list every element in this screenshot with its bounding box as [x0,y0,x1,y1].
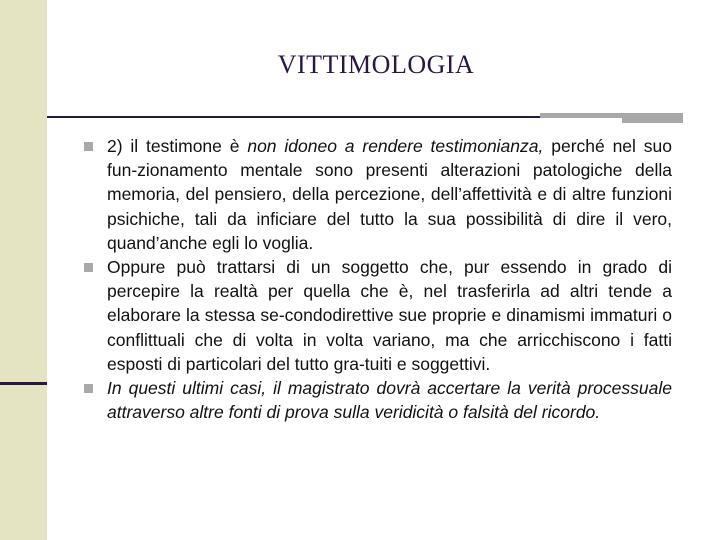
square-bullet-icon [84,384,93,393]
title-rule-accent-lower [622,118,683,123]
title-rule [47,116,622,118]
left-decorative-band [0,0,47,540]
bullet-item [82,255,672,376]
bullet-text: In questi ultimi casi, il magistrato dovrà accertare la verità processuale attraverso altre fonti di prova sulla veridicità o falsità del ricordo. [107,378,672,423]
bullet-item [82,376,672,424]
bullet-item [82,134,672,255]
bullet-text: 2) il testimone è non idoneo a rendere testimonianza, perché nel suo fun-zionamento mentale sono presenti alterazioni patologiche della memoria, del pensiero, della percezione, dell’affettività e di altre funzioni psichiche, tali da inficiare del tutto la sua possibilità di dire il vero, quand’anche egli lo voglia. [107,136,672,253]
band-divider-line [0,382,47,385]
square-bullet-icon [84,263,93,272]
bullet-text: Oppure può trattarsi di un soggetto che, pur essendo in grado di percepire la realtà per quella che è, nel trasferirla ad altri tende a elaborare la stessa se-condodirettive sue proprie e dinamismi immaturi o conflittuali che di volta in volta variano, ma che arricchiscono i fatti esposti di particolari del tutto gra-tuiti e soggettivi. [107,257,672,374]
slide-body [82,134,672,424]
square-bullet-icon [84,142,93,151]
slide-title: VITTIMOLOGIA [277,50,475,79]
